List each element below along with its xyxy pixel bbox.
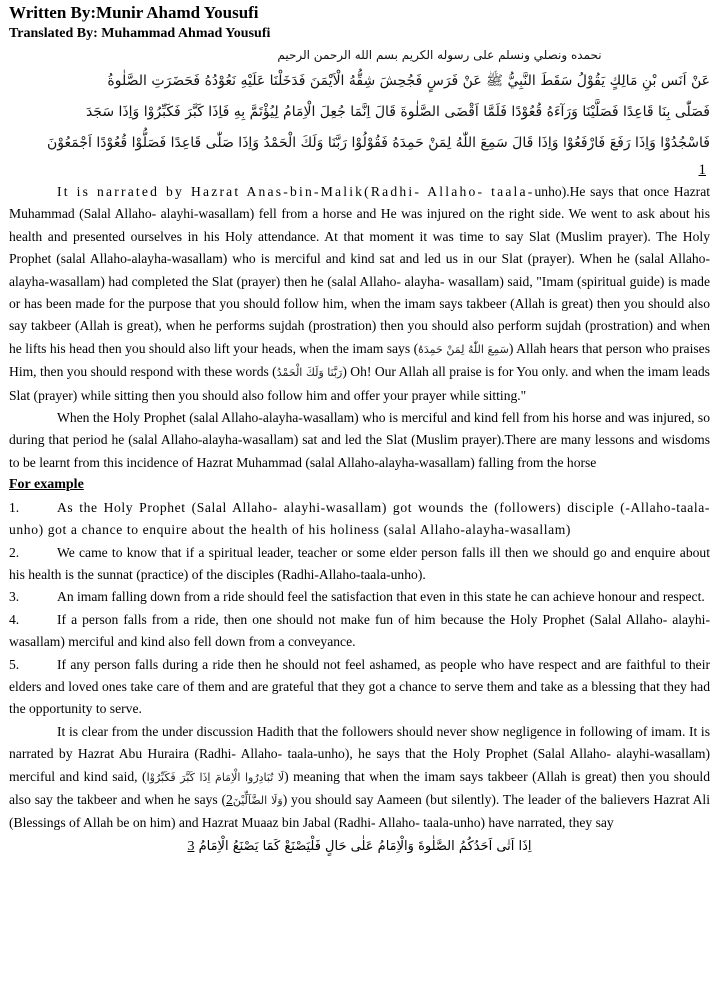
- narration-opening: It is narrated by Hazrat Anas-bin-Malik(Radhi- Allaho- taala-: [57, 184, 535, 199]
- conclusion-text-b: ) meaning that when the imam says takbeer (Allah is great) then you should also say the takbeer and when he says (: [9, 768, 710, 807]
- arabic-inline-samiallah: سَمِعَ اللّٰهُ لِمَنْ حَمِدَهُ: [418, 342, 509, 356]
- closing-arabic-hadith: [9, 835, 710, 859]
- example-number: 1.: [9, 499, 20, 515]
- example-text: If a person falls from a ride, then one should not make fun of him because the Holy Prophet (Salal Allaho- alayhi-wasallam) merciful and kind also fell down from a conveyance.: [9, 611, 710, 650]
- example-number: 4.: [9, 611, 20, 627]
- arabic-inline-wala-dallin: وَلَا الضَّآلِّيْنَ: [232, 793, 283, 807]
- closing-arabic-text: اِذَا اَتٰى اَحَدُكُمُ الصَّلٰوةَ وَالْاِمَامُ عَلٰى حَالٍ فَلْيَصْنَعْ كَمَا يَصْنَعُ الْاِمَامُ: [198, 838, 532, 854]
- document-body: [9, 181, 710, 835]
- translator-line: Translated By: Muhammad Ahmad Yousufi: [9, 26, 271, 41]
- example-number: 5.: [9, 656, 20, 672]
- paragraph-lessons: When the Holy Prophet (salal Allaho-alayha-wasallam) who is merciful and kind fell from his horse and was injured, so during that period he (salal Allaho-alayha-wasallam) sat and led the Slat (Muslim prayer).There are many lessons and wisdoms to be learnt from this incidence of Hazrat Muhammad (salal Allaho-alayha-wasallam) falling from the horse: [9, 410, 710, 470]
- arabic-hadith-line-2: فَصَلّٰى بِنَا قَاعِدًا فَصَلَّيْنَا وَرَآءَهُ قُعُوْدًا فَلَمَّا اَقْضَى الصَّلٰوةَ قَالَ اِنَّمَا جُعِلَ الْاِمَامُ لِيُؤْتَمَّ بِهِ فَاِذَا كَبَّرَ فَكَبِّرُوْا وَاِذَا سَجَدَ: [85, 104, 710, 120]
- arabic-inline-rabbana: رَبَّنَا وَلَكَ الْحَمْدُ: [276, 366, 343, 380]
- footnote-marker-1-row: [9, 159, 710, 181]
- arabic-bismillah: نحمده ونصلي ونسلم على رسوله الكريم بسم الله الرحمن الرحيم: [277, 48, 602, 62]
- example-number: 3.: [9, 589, 20, 605]
- example-number: 2.: [9, 544, 20, 560]
- example-item-1: [9, 497, 710, 542]
- example-text: If any person falls during a ride then he should not feel ashamed, as people who have respect and are faithful to their elders and loved ones take care of them and are grateful that they got a chance to serve them and take as a blessing that they had the opportunity to serve.: [9, 656, 710, 717]
- footnote-marker-1: 1: [698, 162, 706, 178]
- arabic-hadith-line-3: فَاسْجُدُوْا وَاِذَا رَفَعَ فَارْفَعُوْا وَاِذَا قَالَ سَمِعَ اللّٰهُ لِمَنْ حَمِدَهُ فَقُوْلُوْا رَبَّنَا وَلَكَ الْحَمْدُ وَاِذَا صَلّٰى قَاعِدًا فَصَلُّوْا قُعُوْدًا اَجْمَعُوْنَ: [47, 135, 710, 151]
- example-text: We came to know that if a spiritual leader, teacher or some elder person falls ill then we should go and enquire about his health is the sunnat (practice) of the disciples (Radhi-Allaho-taala-unho).: [9, 544, 710, 582]
- example-item-2: [9, 542, 710, 587]
- arabic-hadith-line-1: عَنْ اَنَس بْنِ مَالِكٍ يَقُوْلُ سَقَطَ النَّبِيُّ ﷺ عَنْ فَرَسٍ فَجُحِشَ شِقُّهُ الْاَيْمَنَ فَدَخَلْنَا عَلَيْهِ نَعُوْدُهُ فَحَضَرَتِ الصَّلٰوةُ: [107, 73, 710, 89]
- narration-text-a: unho).He says that once Hazrat Muhammad (Salal Allaho- alayhi-wasallam) fell from a horse and He was injured on the right side. We went to ask about his health and presented ourselves in his Holy attendance. At that moment it was time to say Slat (Muslim prayer). The Holy Prophet (salal Allaho-alayha-wasallam) who is merciful and kind sat and led us in our Slat (prayer). When he (salal Allaho- alayha-wasallam) had completed the Slat (prayer) then he (salal Allaho- alayha- wasallam) said, "Imam (spiritual guide) is made or has been made for the purpose that you should follow him, when the imam says takbeer (Allah is great) then you should also say takbeer (Allah is great), when he performs sujdah (prostration) then you should also perform sujdah (prostration) and when he lifts his head then you should also lift your heads, when the imam says: [9, 184, 711, 356]
- example-item-3: [9, 586, 710, 608]
- footnote-marker-2: 2: [226, 791, 233, 807]
- examples-heading: For example: [9, 477, 84, 493]
- arabic-inline-la-tubadiru: لَا تُبَادِرُوا الْاِمَامَ اِذَا كَبَّرَ فَكَبِّرُوْا: [146, 770, 285, 784]
- example-text: An imam falling down from a ride should feel the satisfaction that even in this state he can achieve honour and respect.: [57, 589, 705, 605]
- paragraph-conclusion: [9, 721, 710, 835]
- author-line: Written By:Munir Ahamd Yousufi: [9, 3, 259, 22]
- example-item-4: [9, 609, 710, 654]
- conclusion-text-c: ) you should say Aameen (but silently). The leader of the balievers Hazrat Ali (Blessings of Allah be on him) and Hazrat Muaaz bin Jabal (Radhi- Allaho- taala-unho) have narrated, they say: [9, 791, 710, 831]
- footnote-marker-3: 3: [187, 838, 195, 854]
- example-text: As the Holy Prophet (Salal Allaho- alayhi-wasallam) got wounds the (followers) disciple (-Allaho-taala-unho) got a chance to enquire about the health of his holiness (salal Allaho-alayha-wasallam): [9, 499, 710, 538]
- example-item-5: [9, 654, 710, 721]
- narration-text-c: ) Oh! Our Allah all praise is for You only. and when the imam leads Slat (prayer) while sitting then you should also follow him and offer your prayer while sitting.": [9, 364, 710, 403]
- paragraph-narration: It is narrated by Hazrat Anas-bin-Malik(Radhi- Allaho- taala-unho).He says that once Hazrat Muhammad (Salal Allaho- alayhi-wasallam) fell from a horse and He was injured on the right side. We went to ask about his health and presented ourselves in his Holy attendance. At that moment it was time to say Slat (Muslim prayer). The Holy Prophet (salal Allaho-alayha-wasallam) who is merciful and kind sat and led us in our Slat (prayer). When he (salal Allaho- alayha-wasallam) had completed the Slat (prayer) then he (salal Allaho- alayha- wasallam) said, "Imam (spiritual guide) is made or has been made for the purpose that you should follow him, when the imam says takbeer (Allah is great) then you should also say takbeer (Allah is great), when he performs sujdah (prostration) then you should also perform sujdah (prostration) and when he lifts his head then you should also lift your heads, when the imam says (سَمِعَ اللّٰهُ لِمَنْ حَمِدَهُ) Allah hears that person who praises Him, then you should respond with these words (رَبَّنَا وَلَكَ الْحَمْدُ) Oh! Our Allah all praise is for You only. and when the imam leads Slat (prayer) while sitting then you should also follow him and offer your prayer while sitting.": [9, 184, 711, 403]
- narration-text-b: ) Allah hears that person who praises Him, then you should respond with these words (: [9, 340, 710, 380]
- conclusion-text-a: It is clear from the under discussion Hadith that the followers should never show negligence in following of imam. It is narrated by Hazrat Abu Huraira (Radhi- Allaho- taala-unho), he says that the Holy Prophet (Salal Allaho- alayhi-wasallam) merciful and kind said, (: [9, 723, 710, 784]
